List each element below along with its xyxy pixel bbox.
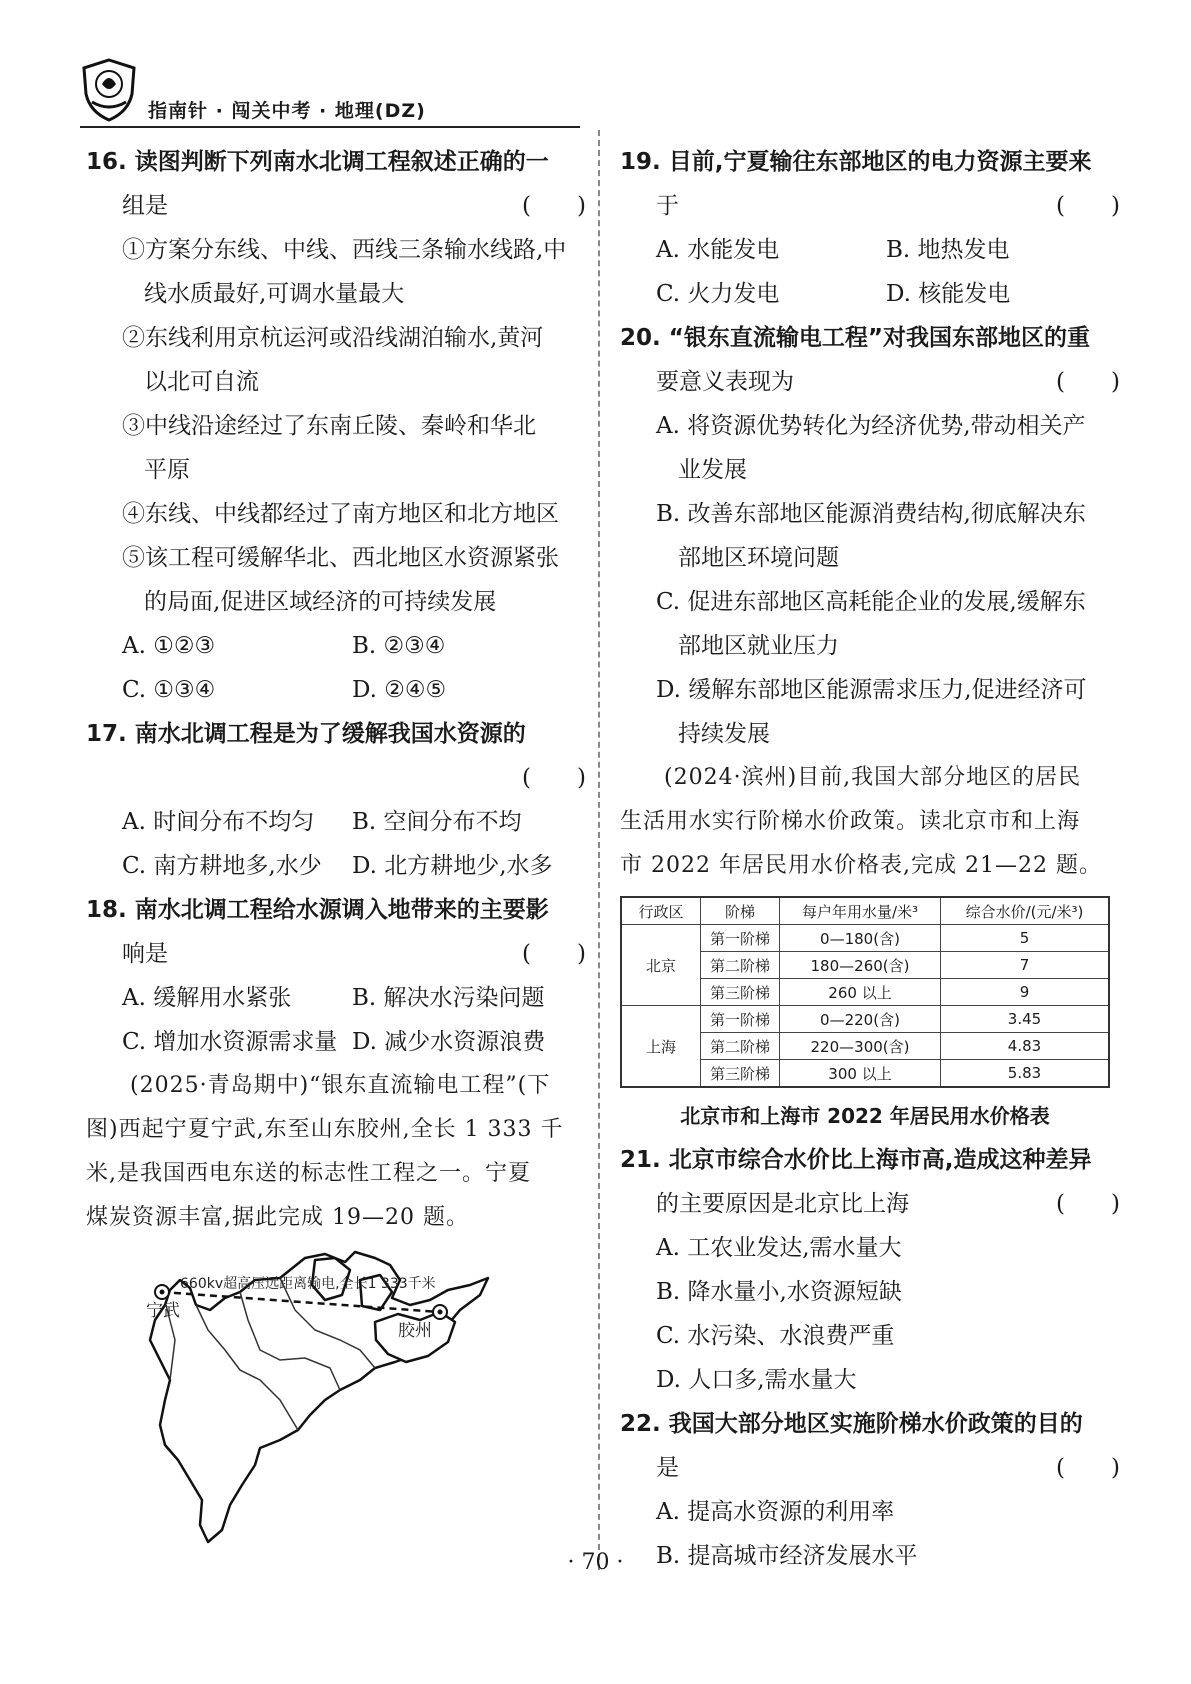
q16-options-row bbox=[86, 624, 586, 668]
q21-stem-line2: 的主要原因是北京比上海 ( ) bbox=[620, 1182, 1120, 1226]
volume-cell: 260 以上 bbox=[780, 979, 941, 1006]
answer-bracket: ( ) bbox=[522, 193, 586, 219]
right-column bbox=[620, 140, 1120, 1578]
volume-cell: 300 以上 bbox=[780, 1060, 941, 1088]
q16-item: ④东线、中线都经过了南方地区和北方地区 bbox=[122, 501, 559, 527]
page-number: · 70 · bbox=[567, 1550, 624, 1575]
option-a[interactable]: A. ①②③ bbox=[122, 633, 216, 659]
q22-stem-line2: 是 ( ) bbox=[620, 1446, 1120, 1490]
option-d[interactable]: D. 缓解东部地区能源需求压力,促进经济可 bbox=[656, 677, 1087, 703]
option-d[interactable]: D. 北方耕地少,水多 bbox=[352, 853, 553, 879]
answer-bracket: ( ) bbox=[1056, 1191, 1120, 1217]
option-b[interactable]: B. 地热发电 bbox=[886, 237, 1010, 263]
q16-item: 的局面,促进区域经济的可持续发展 bbox=[144, 589, 497, 615]
option-a[interactable]: A. 水能发电 bbox=[656, 237, 780, 263]
q16-item: 平原 bbox=[144, 457, 190, 483]
q16-item: ①方案分东线、中线、西线三条输水线路,中 bbox=[122, 237, 567, 263]
table-row bbox=[621, 925, 1109, 952]
option-c[interactable]: C. 水污染、水浪费严重 bbox=[656, 1323, 895, 1349]
intro-line: (2025·青岛期中)“银东直流输电工程”(下 bbox=[130, 1073, 551, 1098]
map-start-label: 宁武 bbox=[146, 1301, 180, 1321]
tier-cell: 第三阶梯 bbox=[701, 1060, 780, 1088]
q22-stem-line1: 22. 我国大部分地区实施阶梯水价政策的目的 bbox=[620, 1411, 1083, 1437]
option-a[interactable]: A. 时间分布不均匀 bbox=[122, 809, 315, 835]
book-title: 指南针 · 闯关中考 · 地理(DZ) bbox=[148, 100, 426, 122]
intro-line: (2024·滨州)目前,我国大部分地区的居民 bbox=[664, 765, 1082, 790]
option-d[interactable]: D. ②④⑤ bbox=[352, 677, 447, 703]
q16-stem-line1: 16. 读图判断下列南水北调工程叙述正确的一 bbox=[86, 149, 549, 175]
volume-cell: 0—180(含) bbox=[780, 925, 941, 952]
map-end-label: 胶州 bbox=[398, 1321, 432, 1341]
price-cell: 5 bbox=[941, 925, 1110, 952]
option-b[interactable]: B. 解决水污染问题 bbox=[352, 985, 545, 1011]
power-line-map bbox=[130, 1250, 520, 1550]
price-cell: 3.45 bbox=[941, 1006, 1110, 1033]
intro-line: 图)西起宁夏宁武,东至山东胶州,全长 1 333 千 bbox=[86, 1117, 564, 1142]
price-cell: 4.83 bbox=[941, 1033, 1110, 1060]
q21-stem-line1: 21. 北京市综合水价比上海市高,造成这种差异 bbox=[620, 1147, 1092, 1173]
tier-cell: 第三阶梯 bbox=[701, 979, 780, 1006]
q16-item: 线水质最好,可调水量最大 bbox=[144, 281, 405, 307]
left-column bbox=[86, 140, 586, 1240]
option-b[interactable]: B. 提高城市经济发展水平 bbox=[656, 1543, 918, 1569]
q19-options-row bbox=[620, 228, 1120, 272]
q20-stem-line2: 要意义表现为 ( ) bbox=[620, 360, 1120, 404]
table-header: 行政区 bbox=[621, 897, 701, 925]
option-a[interactable]: A. 将资源优势转化为经济优势,带动相关产 bbox=[656, 413, 1086, 439]
q19-stem-line1: 19. 目前,宁夏输往东部地区的电力资源主要来 bbox=[620, 149, 1092, 175]
option-c[interactable]: C. 火力发电 bbox=[656, 281, 780, 307]
q17-bracket-line bbox=[86, 756, 586, 800]
q20-stem-line1: 20. “银东直流输电工程”对我国东部地区的重 bbox=[620, 325, 1090, 351]
intro-line: 煤炭资源丰富,据此完成 19—20 题。 bbox=[86, 1205, 469, 1230]
q19-options-row bbox=[620, 272, 1120, 316]
table-caption: 北京市和上海市 2022 年居民用水价格表 bbox=[680, 1104, 1050, 1128]
table-row bbox=[621, 1006, 1109, 1033]
option-b[interactable]: B. 空间分布不均 bbox=[352, 809, 522, 835]
q17-options-row bbox=[86, 800, 586, 844]
q18-options-row bbox=[86, 1020, 586, 1064]
q17-stem: 17. 南水北调工程是为了缓解我国水资源的 bbox=[86, 721, 526, 747]
q18-stem-line1: 18. 南水北调工程给水源调入地带来的主要影 bbox=[86, 897, 549, 923]
answer-bracket: ( ) bbox=[1056, 1455, 1120, 1481]
region-cell: 北京 bbox=[621, 925, 701, 1006]
q16-item: ③中线沿途经过了东南丘陵、秦岭和华北 bbox=[122, 413, 536, 439]
region-cell: 上海 bbox=[621, 1006, 701, 1088]
price-table-wrap bbox=[620, 896, 1120, 1088]
water-price-table bbox=[620, 896, 1110, 1088]
option-c[interactable]: C. 促进东部地区高耗能企业的发展,缓解东 bbox=[656, 589, 1086, 615]
volume-cell: 0—220(含) bbox=[780, 1006, 941, 1033]
option-a-cont: 业发展 bbox=[678, 457, 747, 483]
tier-cell: 第二阶梯 bbox=[701, 952, 780, 979]
answer-bracket: ( ) bbox=[1056, 369, 1120, 395]
option-d[interactable]: D. 核能发电 bbox=[886, 281, 1011, 307]
intro-line: 生活用水实行阶梯水价政策。读北京市和上海 bbox=[620, 809, 1081, 834]
option-c[interactable]: C. ①③④ bbox=[122, 677, 216, 703]
q18-options-row bbox=[86, 976, 586, 1020]
table-header: 综合水价/(元/米³) bbox=[941, 897, 1110, 925]
shield-logo-icon bbox=[80, 58, 138, 122]
answer-bracket: ( ) bbox=[1056, 193, 1120, 219]
volume-cell: 180—260(含) bbox=[780, 952, 941, 979]
option-c[interactable]: C. 增加水资源需求量 bbox=[122, 1029, 338, 1055]
answer-bracket: ( ) bbox=[522, 765, 586, 791]
tier-cell: 第二阶梯 bbox=[701, 1033, 780, 1060]
option-b[interactable]: B. 改善东部地区能源消费结构,彻底解决东 bbox=[656, 501, 1086, 527]
option-c[interactable]: C. 南方耕地多,水少 bbox=[122, 853, 322, 879]
table-header: 每户年用水量/米³ bbox=[780, 897, 941, 925]
tier-cell: 第一阶梯 bbox=[701, 925, 780, 952]
price-cell: 9 bbox=[941, 979, 1110, 1006]
table-header-row bbox=[621, 897, 1109, 925]
q16-stem-line2: 组是 ( ) bbox=[86, 184, 586, 228]
option-b[interactable]: B. ②③④ bbox=[352, 633, 446, 659]
tier-cell: 第一阶梯 bbox=[701, 1006, 780, 1033]
option-d[interactable]: D. 人口多,需水量大 bbox=[656, 1367, 857, 1393]
q19-stem-line2: 于 ( ) bbox=[620, 184, 1120, 228]
volume-cell: 220—300(含) bbox=[780, 1033, 941, 1060]
option-d[interactable]: D. 减少水资源浪费 bbox=[352, 1029, 546, 1055]
answer-bracket: ( ) bbox=[522, 941, 586, 967]
option-c-cont: 部地区就业压力 bbox=[678, 633, 839, 659]
option-d-cont: 持续发展 bbox=[678, 721, 770, 747]
option-a[interactable]: A. 提高水资源的利用率 bbox=[656, 1499, 895, 1525]
option-b-cont: 部地区环境问题 bbox=[678, 545, 839, 571]
q16-options-row bbox=[86, 668, 586, 712]
option-a[interactable]: A. 工农业发达,需水量大 bbox=[656, 1235, 902, 1261]
q17-options-row bbox=[86, 844, 586, 888]
option-b[interactable]: B. 降水量小,水资源短缺 bbox=[656, 1279, 902, 1305]
table-header: 阶梯 bbox=[701, 897, 780, 925]
q16-item: 以北可自流 bbox=[144, 369, 259, 395]
price-cell: 7 bbox=[941, 952, 1110, 979]
start-point-icon bbox=[155, 1285, 169, 1299]
map-line-label: 660kv超高压远距离输电,全长1 333千米 bbox=[180, 1276, 436, 1292]
intro-line: 市 2022 年居民用水价格表,完成 21—22 题。 bbox=[620, 853, 1102, 878]
q16-item: ⑤该工程可缓解华北、西北地区水资源紧张 bbox=[122, 545, 559, 571]
price-cell: 5.83 bbox=[941, 1060, 1110, 1088]
end-point-icon bbox=[433, 1305, 447, 1319]
header-rule bbox=[80, 126, 580, 128]
q18-stem-line2: 响是 ( ) bbox=[86, 932, 586, 976]
column-divider bbox=[598, 130, 600, 1570]
page-header bbox=[80, 58, 590, 128]
q16-item: ②东线利用京杭运河或沿线湖泊输水,黄河 bbox=[122, 325, 544, 351]
option-a[interactable]: A. 缓解用水紧张 bbox=[122, 985, 292, 1011]
intro-line: 米,是我国西电东送的标志性工程之一。宁夏 bbox=[86, 1161, 531, 1186]
